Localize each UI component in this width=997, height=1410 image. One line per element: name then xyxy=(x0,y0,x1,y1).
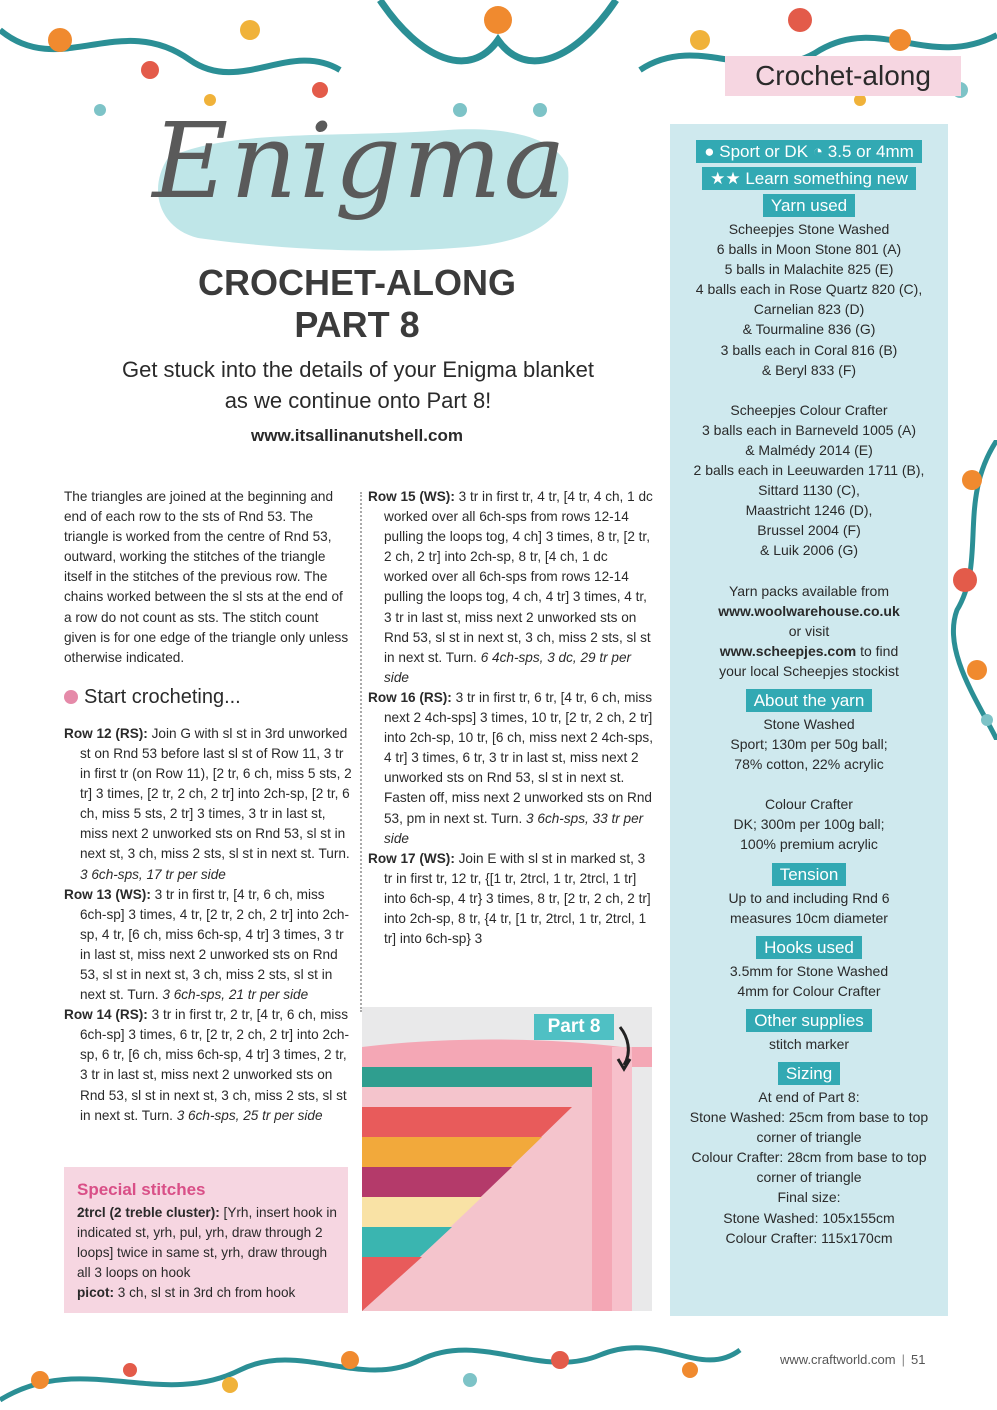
yarn-line: Scheepjes Stone Washed xyxy=(728,221,890,237)
intro-line-2: as we continue onto Part 8! xyxy=(224,388,492,413)
row-count: 3 6ch-sps, 25 tr per side xyxy=(172,1107,323,1123)
row-count: 3 6ch-sps, 33 tr per side xyxy=(384,810,644,846)
start-heading xyxy=(64,684,354,710)
intro-paragraph: The triangles are joined at the beginning and end of each row to the sts of Rnd 53. The triangle is worked from the centre of Rnd 53, outward, working the stitches of the triangle itself in the stitches of the previous row. The chains worked between the sl sts at the end of a row do not count as sts. The stitch count given is for one edge of the triangle only unless otherwise indicated. xyxy=(64,489,349,665)
weight-hook-pill xyxy=(696,140,922,163)
yarn-packs-stockist: your local Scheepjes stockist xyxy=(719,662,899,679)
pattern-row-17 xyxy=(368,849,654,949)
page-title xyxy=(150,262,564,346)
footer-separator: | xyxy=(901,1352,905,1367)
row-text: Join E with sl st in marked st, 3 tr in first tr, 12 tr, {[1 tr, 2trcl, 1 tr, 2trcl, 1 tr] into 6ch-sp, 4 tr} 3 times, 8 tr, [2 tr, 2 ch, 2 tr] into 2ch-sp, 8 tr, {4 tr, [1 tr, 2trcl, 1 tr, 2trcl, 1 tr] into 6ch-sp} 3 xyxy=(384,850,651,947)
tension-line: measures 10cm diameter xyxy=(730,909,888,926)
special-stitch-2trcl xyxy=(77,1203,339,1283)
row-text: Join G with sl st in 3rd unworked st on Rnd 53 before last sl st of Row 11, 3 tr in first tr (on Row 11), [2 tr, 6 ch, miss 5 sts, 2 tr] 3 times, [2 tr, 2 ch, 2 tr] into 2ch-sp, [2 tr, 6 ch, miss 5 sts, 2 tr] 3 times, 3 tr in last st, miss next 2 unworked sts on Rnd 53, sl st in next st, 3 ch, miss 2 sts, sl st in next st. Turn. xyxy=(80,725,352,862)
title-script: Enigma xyxy=(152,100,568,222)
subtitle-line-2: PART 8 xyxy=(294,304,420,345)
skill-level: ★★ Learn something new xyxy=(702,167,916,190)
row-text: 3 tr in first tr, 2 tr, [4 tr, 6 ch, miss 6ch-sp] 3 times, 6 tr, [2 tr, 2 ch, 2 tr] into 2ch-sp, 6 tr, [6 ch, miss 6ch-sp, 4 tr] 3 times, 2 tr, 3 tr in last st, miss next 2 unworked sts on Rnd 53, sl st in next st, 3 ch, miss 2 sts, sl st in next st. Turn. xyxy=(80,1007,349,1123)
pattern-row-15 xyxy=(368,487,654,688)
yarn-line: Sittard 1130 (C), xyxy=(758,482,860,499)
yarn-line: 3 balls each in Barneveld 1005 (A) xyxy=(701,421,917,438)
stitch-term: picot: xyxy=(77,1285,114,1300)
about-line: 100% premium acrylic xyxy=(740,836,878,853)
yarn-line: & Beryl 833 (F) xyxy=(761,361,857,378)
stitch-def: [Yrh, insert hook in indicated st, yrh, pul, yrh, draw through 2 loops] twice in same st, yrh, draw through all 3 loops on hook xyxy=(77,1205,337,1280)
row-count: 3 6ch-sps, 17 tr per side xyxy=(80,866,226,882)
yarn-line: Brussel 2004 (F) xyxy=(757,522,861,539)
sizing-line: corner of triangle xyxy=(756,1129,862,1146)
about-line: DK; 300m per 100g ball; xyxy=(733,816,885,833)
floral-border-right xyxy=(947,440,997,740)
row-label: Row 16 (RS): xyxy=(368,689,452,705)
floral-border-bottom xyxy=(0,1330,997,1410)
row-label: Row 12 (RS): xyxy=(64,725,148,741)
row-text: 3 tr in first tr, [4 tr, 6 ch, miss 6ch-sp] 3 times, 4 tr, [2 tr, 2 ch, 2 tr] into 2ch-sp, 4 tr, [6 ch, miss 6ch-sp, 4 tr] 3 times, 3 tr in last st, miss next 2 unworked sts on Rnd 53, sl st in next st, 3 ch, miss 2 sts, sl st in next st. Turn. xyxy=(80,886,349,1003)
yarn-line: 5 balls in Malachite 825 (E) xyxy=(724,261,894,278)
special-stitch-picot xyxy=(77,1283,339,1303)
about-line: Sport; 130m per 50g ball; xyxy=(730,736,888,753)
yarn-weight: Sport or DK xyxy=(719,142,809,161)
row-count: 3 6ch-sps, 21 tr per side xyxy=(158,987,309,1003)
yarn-line: Maastricht 1246 (D), xyxy=(745,502,873,519)
section-tag: Crochet-along xyxy=(725,56,961,96)
row-text: 3 tr in first tr, 6 tr, [4 tr, 6 ch, miss next 2 4ch-sps] 3 times, 10 tr, [2 tr, 2 ch, 2 tr] into 2ch-sp, 10 tr, [6 ch, miss next 2 4ch-sps, 4 tr] 3 times, 6 tr, 3 tr in last st, miss next 2 unworked sts on Rnd 53, sl st in next st. Fasten off, miss next 2 unworked sts on Rnd 53, pm in next st. Turn. xyxy=(384,689,653,826)
subtitle-line-1: CROCHET-ALONG xyxy=(198,262,516,303)
yarn-line: & Tourmaline 836 (G) xyxy=(742,321,876,338)
yarn-used-heading: Yarn used xyxy=(763,194,855,217)
row-label: Row 15 (WS): xyxy=(368,489,455,504)
yarn-packs-or: or visit xyxy=(788,622,830,639)
row-text: 3 tr in first tr, 4 tr, [4 tr, 4 ch, 1 dc worked over all 6ch-sps from rows 12-14 pulling the loops tog, 4 ch] 3 times, 8 tr, [2 tr, 2 ch, 2 tr] into 2ch-sp, 8 tr, [4 ch, 1 dc worked over all 6ch-sps from rows 12-14 pulling the loops tog, 4 ch, 4 tr] 3 times, 4 tr, 3 tr in last st, miss next 2 unworked sts on Rnd 53, sl st in next st, 3 ch, miss 2 sts, sl st in next st. Turn. xyxy=(384,489,653,665)
about-line: Stone Washed xyxy=(763,715,855,732)
other-line: stitch marker xyxy=(768,1035,850,1052)
row-label: Row 13 (WS): xyxy=(64,886,151,902)
intro-line-1: Get stuck into the details of your Enigma blanket xyxy=(121,357,595,382)
designer-website: www.itsallinanutshell.com xyxy=(251,426,463,445)
sizing-line: Stone Washed: 105x155cm xyxy=(723,1209,895,1226)
row-count: 6 4ch-sps, 3 dc, 29 tr per side xyxy=(384,649,632,685)
page-number: 51 xyxy=(910,1352,926,1367)
hooks-line: 3.5mm for Stone Washed xyxy=(729,962,889,979)
stitch-def: 3 ch, sl st in 3rd ch from hook xyxy=(114,1285,296,1300)
yarn-line: 6 balls in Moon Stone 801 (A) xyxy=(716,241,902,258)
info-sidebar xyxy=(670,124,948,1316)
part-badge: Part 8 xyxy=(534,1014,614,1040)
row-label: Row 17 (WS): xyxy=(368,850,455,866)
sizing-line: Colour Crafter: 115x170cm xyxy=(725,1229,893,1246)
yarn-line: Scheepjes Colour Crafter xyxy=(730,401,888,418)
yarn-ball-icon xyxy=(64,690,78,704)
column-divider xyxy=(360,492,362,1012)
sizing-line: Colour Crafter: 28cm from base to top xyxy=(691,1149,927,1166)
scheepjes-link[interactable]: www.scheepjes.com xyxy=(719,642,857,659)
pattern-row-14-start xyxy=(64,1005,354,1126)
yarn-line: 4 balls each in Rose Quartz 820 (C), xyxy=(695,281,923,298)
yarn-line: & Luik 2006 (G) xyxy=(759,542,859,559)
tension-heading: Tension xyxy=(772,863,847,886)
pattern-row-16 xyxy=(368,688,654,849)
about-line: 78% cotton, 22% acrylic xyxy=(734,756,884,773)
about-line: Colour Crafter xyxy=(765,796,853,813)
start-heading-text: Start crocheting... xyxy=(84,685,241,708)
pattern-column-1 xyxy=(64,487,354,1126)
yarn-packs-text: Yarn packs available from xyxy=(728,582,890,599)
special-stitches-box xyxy=(64,1167,348,1313)
intro-standfirst xyxy=(80,354,636,416)
woolwarehouse-link[interactable]: www.woolwarehouse.co.uk xyxy=(718,602,900,619)
blanket-photo xyxy=(362,1007,652,1311)
sizing-heading: Sizing xyxy=(778,1062,840,1085)
sizing-line: Stone Washed: 25cm from base to top xyxy=(689,1109,929,1126)
hooks-line: 4mm for Colour Crafter xyxy=(737,982,881,999)
pattern-row-12 xyxy=(64,724,354,885)
yarn-line: Carnelian 823 (D) xyxy=(753,301,865,318)
pattern-row-13 xyxy=(64,885,354,1006)
about-yarn-heading: About the yarn xyxy=(746,689,873,712)
yarn-packs-tail: to find xyxy=(856,642,899,659)
stitch-term: 2trcl (2 treble cluster): xyxy=(77,1205,220,1220)
sizing-line: corner of triangle xyxy=(756,1169,862,1186)
special-stitches-heading: Special stitches xyxy=(77,1180,206,1199)
sizing-line: Final size: xyxy=(777,1189,841,1206)
hooks-heading: Hooks used xyxy=(756,936,862,959)
other-supplies-heading: Other supplies xyxy=(746,1009,872,1032)
yarn-line: & Malmédy 2014 (E) xyxy=(745,441,873,458)
tension-line: Up to and including Rnd 6 xyxy=(728,889,890,906)
row-label: Row 14 (RS): xyxy=(64,1007,148,1023)
hook-icon: ◔ xyxy=(812,142,824,161)
yarn-ball-icon: ● xyxy=(704,142,715,161)
footer-site[interactable]: www.craftworld.com xyxy=(780,1352,896,1367)
yarn-line: 2 balls each in Leeuwarden 1711 (B), xyxy=(693,462,925,479)
hook-size: 3.5 or 4mm xyxy=(827,142,914,161)
yarn-line: 3 balls each in Coral 816 (B) xyxy=(720,341,898,358)
pattern-column-2 xyxy=(368,487,654,949)
sizing-line: At end of Part 8: xyxy=(758,1089,860,1105)
page-footer xyxy=(780,1352,960,1367)
